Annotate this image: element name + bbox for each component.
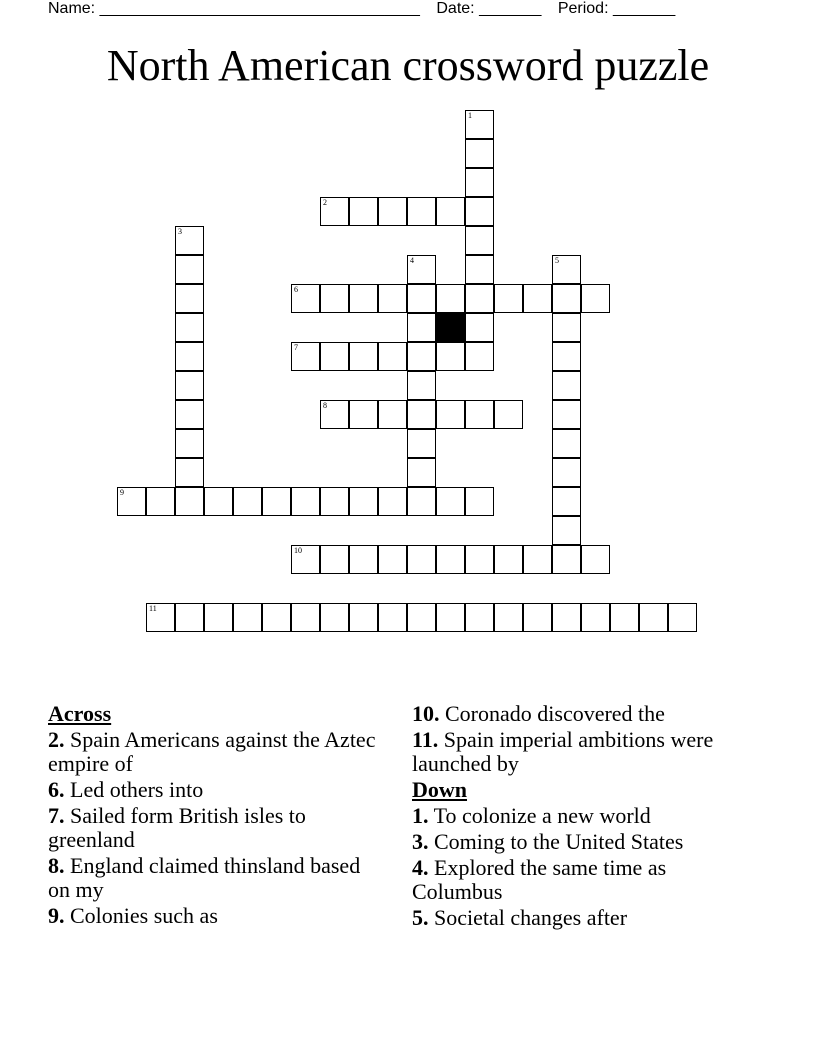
cell-number: 10 xyxy=(294,546,302,555)
grid-cell[interactable] xyxy=(291,284,320,313)
grid-cell[interactable] xyxy=(175,458,204,487)
grid-cell[interactable] xyxy=(407,371,436,400)
grid-cell[interactable] xyxy=(320,197,349,226)
grid-cell[interactable] xyxy=(320,545,349,574)
grid-cell[interactable] xyxy=(204,603,233,632)
clue-across-10 xyxy=(412,702,762,726)
grid-cell[interactable] xyxy=(465,168,494,197)
grid-cell[interactable] xyxy=(552,284,581,313)
clue-number: 10. xyxy=(412,701,440,726)
grid-cell[interactable] xyxy=(349,197,378,226)
grid-cell[interactable] xyxy=(494,545,523,574)
clue-text: Spain imperial ambitions were launched by xyxy=(412,727,714,776)
grid-cell[interactable] xyxy=(291,545,320,574)
clue-number: 3. xyxy=(412,829,429,854)
grid-cell[interactable] xyxy=(407,429,436,458)
grid-cell[interactable] xyxy=(407,603,436,632)
clue-down-4 xyxy=(412,856,762,904)
grid-cell[interactable] xyxy=(407,458,436,487)
grid-cell[interactable] xyxy=(175,371,204,400)
clue-number: 1. xyxy=(412,803,429,828)
clue-across-9 xyxy=(48,904,378,928)
grid-cell[interactable] xyxy=(552,487,581,516)
grid-cell[interactable] xyxy=(349,603,378,632)
grid-cell[interactable] xyxy=(639,603,668,632)
grid-cell[interactable] xyxy=(436,400,465,429)
grid-cell[interactable] xyxy=(175,255,204,284)
clue-across-7 xyxy=(48,804,378,852)
grid-cell[interactable] xyxy=(291,342,320,371)
page-title: North American crossword puzzle xyxy=(106,41,710,90)
clue-number: 2. xyxy=(48,727,65,752)
grid-cell[interactable] xyxy=(378,400,407,429)
grid-cell[interactable] xyxy=(349,400,378,429)
cell-number: 2 xyxy=(323,198,327,207)
grid-cell[interactable] xyxy=(349,487,378,516)
name-field-label: Name: ____________________________________ xyxy=(48,0,420,17)
clue-text: Explored the same time as Columbus xyxy=(412,855,667,904)
clue-text: Led others into xyxy=(70,777,204,802)
clue-number: 8. xyxy=(48,853,65,878)
grid-cell[interactable] xyxy=(146,603,175,632)
grid-cell[interactable] xyxy=(407,313,436,342)
cell-number: 11 xyxy=(149,604,157,613)
grid-cell[interactable] xyxy=(552,342,581,371)
grid-cell[interactable] xyxy=(552,458,581,487)
grid-cell[interactable] xyxy=(320,603,349,632)
clue-down-3 xyxy=(412,830,762,854)
grid-cell[interactable] xyxy=(175,313,204,342)
grid-cell[interactable] xyxy=(436,197,465,226)
grid-cell[interactable] xyxy=(465,487,494,516)
grid-cell[interactable] xyxy=(175,487,204,516)
grid-cell[interactable] xyxy=(465,255,494,284)
grid-cell[interactable] xyxy=(175,429,204,458)
clue-down-1 xyxy=(412,804,762,828)
grid-cell[interactable] xyxy=(581,603,610,632)
grid-cell[interactable] xyxy=(378,487,407,516)
grid-cell[interactable] xyxy=(407,284,436,313)
down-heading: Down xyxy=(412,777,468,802)
grid-cell[interactable] xyxy=(262,603,291,632)
grid-cell[interactable] xyxy=(204,487,233,516)
grid-cell[interactable] xyxy=(465,110,494,139)
grid-cell[interactable] xyxy=(407,342,436,371)
grid-cell[interactable] xyxy=(494,284,523,313)
clue-number: 11. xyxy=(412,727,439,752)
grid-cell[interactable] xyxy=(320,342,349,371)
grid-cell[interactable] xyxy=(262,487,291,516)
across-heading: Across xyxy=(48,701,112,726)
grid-cell[interactable] xyxy=(523,545,552,574)
grid-cell[interactable] xyxy=(523,603,552,632)
grid-cell[interactable] xyxy=(407,255,436,284)
cell-number: 4 xyxy=(410,256,414,265)
grid-cell[interactable] xyxy=(407,400,436,429)
grid-cell[interactable] xyxy=(349,545,378,574)
grid-cell[interactable] xyxy=(378,284,407,313)
cell-number: 9 xyxy=(120,488,124,497)
clue-text: Societal changes after xyxy=(434,905,628,930)
grid-cell[interactable] xyxy=(378,197,407,226)
grid-cell[interactable] xyxy=(523,284,552,313)
clue-across-11 xyxy=(412,728,762,776)
clue-number: 5. xyxy=(412,905,429,930)
grid-cell[interactable] xyxy=(349,284,378,313)
grid-cell[interactable] xyxy=(465,139,494,168)
grid-cell[interactable] xyxy=(407,197,436,226)
grid-cell[interactable] xyxy=(117,487,146,516)
grid-cell[interactable] xyxy=(175,226,204,255)
grid-cell[interactable] xyxy=(436,487,465,516)
clue-text: Sailed form British isles to greenland xyxy=(48,803,306,852)
grid-cell[interactable] xyxy=(465,226,494,255)
cell-number: 8 xyxy=(323,401,327,410)
grid-cell[interactable] xyxy=(552,516,581,545)
grid-cell[interactable] xyxy=(436,342,465,371)
clue-down-5 xyxy=(412,906,762,930)
date-field-label: Date: _______ xyxy=(436,0,542,17)
grid-cell[interactable] xyxy=(378,545,407,574)
clue-text: Coming to the United States xyxy=(434,829,684,854)
grid-cell[interactable] xyxy=(465,197,494,226)
grid-cell[interactable] xyxy=(349,342,378,371)
grid-cell[interactable] xyxy=(175,342,204,371)
grid-cell[interactable] xyxy=(552,400,581,429)
clue-text: Colonies such as xyxy=(70,903,218,928)
grid-cell[interactable] xyxy=(146,487,175,516)
clue-text: Spain Americans against the Aztec empire of xyxy=(48,727,376,776)
cell-number: 3 xyxy=(178,227,182,236)
grid-cell[interactable] xyxy=(581,284,610,313)
grid-cell[interactable] xyxy=(465,342,494,371)
clue-text: To colonize a new world xyxy=(433,803,651,828)
clue-number: 4. xyxy=(412,855,429,880)
grid-cell[interactable] xyxy=(291,487,320,516)
cell-number: 5 xyxy=(555,256,559,265)
grid-cell[interactable] xyxy=(552,603,581,632)
grid-cell[interactable] xyxy=(494,400,523,429)
grid-cell[interactable] xyxy=(668,603,697,632)
grid-cell[interactable] xyxy=(320,400,349,429)
clue-text: Coronado discovered the xyxy=(445,701,665,726)
grid-cell[interactable] xyxy=(233,603,262,632)
clue-text: England claimed thinsland based on my xyxy=(48,853,361,902)
grid-cell[interactable] xyxy=(175,284,204,313)
cell-number: 7 xyxy=(294,343,298,352)
clues-left-column xyxy=(48,702,378,930)
grid-cell[interactable] xyxy=(494,603,523,632)
grid-cell[interactable] xyxy=(552,313,581,342)
grid-cell[interactable] xyxy=(175,400,204,429)
grid-cell[interactable] xyxy=(291,603,320,632)
grid-cell[interactable] xyxy=(233,487,262,516)
grid-cell[interactable] xyxy=(436,603,465,632)
grid-cell[interactable] xyxy=(175,603,204,632)
clue-number: 7. xyxy=(48,803,65,828)
grid-cell[interactable] xyxy=(552,545,581,574)
clue-across-6 xyxy=(48,778,378,802)
grid-cell[interactable] xyxy=(552,255,581,284)
grid-cell[interactable] xyxy=(378,342,407,371)
grid-cell[interactable] xyxy=(465,284,494,313)
clue-across-2 xyxy=(48,728,378,776)
grid-cell[interactable] xyxy=(610,603,639,632)
grid-cell[interactable] xyxy=(320,487,349,516)
grid-cell[interactable] xyxy=(407,487,436,516)
grid-cell[interactable] xyxy=(320,284,349,313)
grid-cell[interactable] xyxy=(465,313,494,342)
grid-cell[interactable] xyxy=(552,429,581,458)
grid-cell[interactable] xyxy=(465,603,494,632)
clues-right-column xyxy=(412,702,762,932)
grid-cell[interactable] xyxy=(465,545,494,574)
grid-black-cell xyxy=(436,313,465,342)
grid-cell[interactable] xyxy=(465,400,494,429)
grid-cell[interactable] xyxy=(436,545,465,574)
cell-number: 1 xyxy=(468,111,472,120)
clue-across-8 xyxy=(48,854,378,902)
clue-number: 6. xyxy=(48,777,65,802)
period-field-label: Period: _______ xyxy=(557,0,676,17)
cell-number: 6 xyxy=(294,285,298,294)
grid-cell[interactable] xyxy=(436,284,465,313)
grid-cell[interactable] xyxy=(581,545,610,574)
grid-cell[interactable] xyxy=(378,603,407,632)
grid-cell[interactable] xyxy=(407,545,436,574)
grid-cell[interactable] xyxy=(552,371,581,400)
clue-number: 9. xyxy=(48,903,65,928)
